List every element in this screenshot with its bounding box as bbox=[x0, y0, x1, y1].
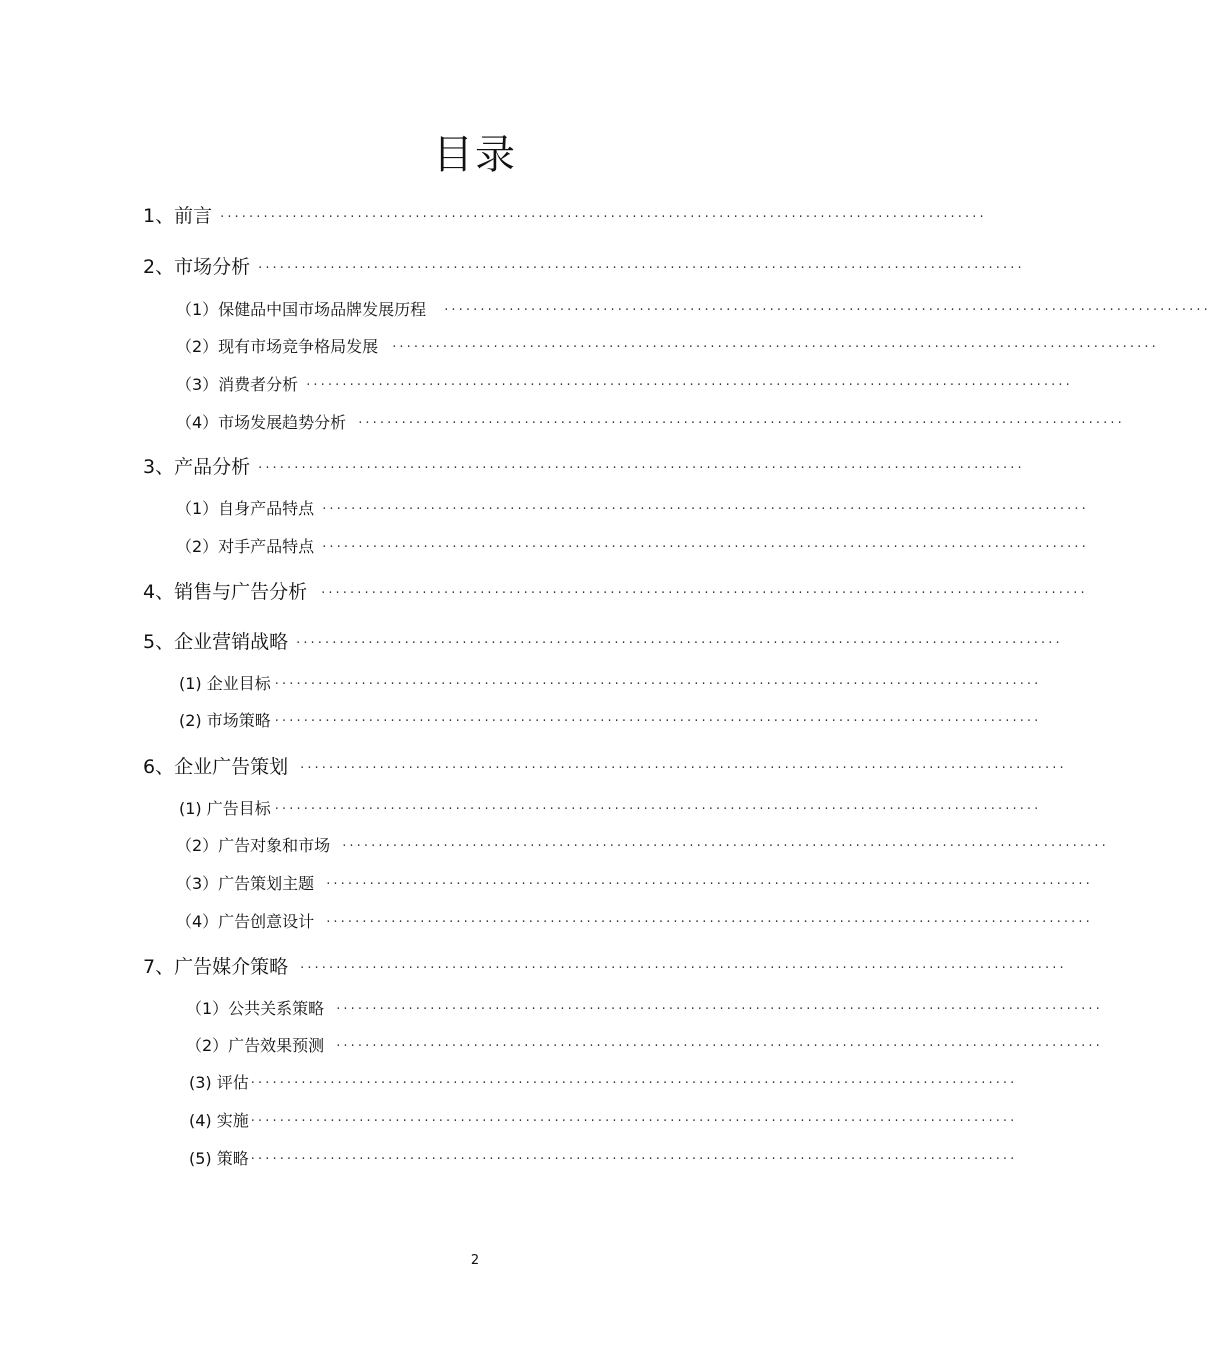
toc-entry-label: （1）自身产品特点 bbox=[176, 499, 315, 518]
dot-leader: ·········································································································· bbox=[444, 303, 1211, 318]
toc-entry-media-strategy[interactable] bbox=[143, 953, 1067, 981]
toc-entry-label: (1) 广告目标 bbox=[179, 799, 271, 818]
toc-entry-label: 6、企业广告策划 bbox=[143, 756, 289, 778]
toc-entry-label: 1、前言 bbox=[143, 205, 213, 227]
toc-subentry[interactable] bbox=[176, 411, 1125, 435]
dot-leader: ·········································································································· bbox=[258, 461, 1025, 476]
dot-leader: ·········································································································· bbox=[220, 210, 987, 225]
toc-entry-label: （4）市场发展趋势分析 bbox=[176, 413, 347, 432]
toc-subentry[interactable] bbox=[189, 1109, 1018, 1133]
dot-leader: ·········································································································· bbox=[321, 586, 1088, 601]
toc-entry-ad-planning[interactable] bbox=[143, 753, 1067, 781]
toc-entry-label: （2）广告效果预测 bbox=[186, 1036, 325, 1055]
toc-subentry[interactable] bbox=[176, 298, 1211, 322]
dot-leader: ·········································································································· bbox=[250, 1076, 1018, 1091]
toc-entry-label: 5、企业营销战略 bbox=[143, 631, 289, 653]
dot-leader: ·········································································································· bbox=[336, 1002, 1103, 1017]
dot-leader: ·········································································································· bbox=[300, 961, 1067, 976]
toc-entry-label: (5) 策略 bbox=[189, 1149, 249, 1168]
dot-leader: ·········································································································· bbox=[322, 540, 1089, 555]
toc-entry-label: 2、市场分析 bbox=[143, 256, 251, 278]
toc-entry-label: (3) 评估 bbox=[189, 1073, 249, 1092]
toc-entry-label: (4) 实施 bbox=[189, 1111, 249, 1130]
toc-subentry[interactable] bbox=[179, 797, 1042, 821]
toc-entry-label: （2）对手产品特点 bbox=[176, 537, 315, 556]
toc-subentry[interactable] bbox=[176, 872, 1093, 896]
toc-subentry[interactable] bbox=[189, 1147, 1018, 1171]
toc-entry-label: （1）保健品中国市场品牌发展历程 bbox=[176, 300, 427, 319]
toc-entry-label: （4）广告创意设计 bbox=[176, 912, 315, 931]
dot-leader: ·········································································································· bbox=[274, 677, 1042, 692]
toc-entry-label: （3）消费者分析 bbox=[176, 375, 299, 394]
toc-entry-label: (2) 市场策略 bbox=[179, 711, 271, 730]
toc-entry-preface[interactable] bbox=[143, 202, 987, 230]
toc-entry-label: 3、产品分析 bbox=[143, 456, 251, 478]
dot-leader: ·········································································································· bbox=[358, 416, 1125, 431]
dot-leader: ·········································································································· bbox=[300, 761, 1067, 776]
toc-entry-label: 7、广告媒介策略 bbox=[143, 956, 289, 978]
toc-subentry[interactable] bbox=[176, 335, 1159, 359]
toc-subentry[interactable] bbox=[179, 709, 1042, 733]
dot-leader: ·········································································································· bbox=[258, 261, 1025, 276]
dot-leader: ·········································································································· bbox=[326, 877, 1093, 892]
dot-leader: ·········································································································· bbox=[336, 1039, 1103, 1054]
dot-leader: ·········································································································· bbox=[326, 915, 1093, 930]
toc-entry-product-analysis[interactable] bbox=[143, 453, 1025, 481]
toc-subentry[interactable] bbox=[176, 910, 1093, 934]
toc-subentry[interactable] bbox=[189, 1071, 1018, 1095]
dot-leader: ·········································································································· bbox=[296, 636, 1063, 651]
dot-leader: ·········································································································· bbox=[274, 714, 1042, 729]
dot-leader: ·········································································································· bbox=[342, 839, 1109, 854]
toc-subentry[interactable] bbox=[186, 997, 1103, 1021]
toc-subentry[interactable] bbox=[176, 834, 1109, 858]
toc-subentry[interactable] bbox=[176, 535, 1089, 559]
dot-leader: ·········································································································· bbox=[250, 1114, 1018, 1129]
toc-entry-label: （2）现有市场竞争格局发展 bbox=[176, 337, 379, 356]
dot-leader: ·········································································································· bbox=[306, 378, 1073, 393]
toc-entry-label: （3）广告策划主题 bbox=[176, 874, 315, 893]
toc-entry-sales-ad-analysis[interactable] bbox=[143, 578, 1088, 606]
toc-subentry[interactable] bbox=[176, 497, 1089, 521]
toc-subentry[interactable] bbox=[176, 373, 1073, 397]
toc-subentry[interactable] bbox=[186, 1034, 1103, 1058]
toc-entry-market-analysis[interactable] bbox=[143, 253, 1025, 281]
dot-leader: ·········································································································· bbox=[392, 340, 1159, 355]
page-number: 2 bbox=[470, 1253, 480, 1268]
toc-entry-label: （2）广告对象和市场 bbox=[176, 836, 331, 855]
dot-leader: ·········································································································· bbox=[274, 802, 1042, 817]
dot-leader: ·········································································································· bbox=[322, 502, 1089, 517]
toc-subentry[interactable] bbox=[179, 672, 1042, 696]
toc-entry-label: (1) 企业目标 bbox=[179, 674, 271, 693]
toc-entry-label: （1）公共关系策略 bbox=[186, 999, 325, 1018]
page-title: 目录 bbox=[433, 132, 517, 178]
dot-leader: ·········································································································· bbox=[250, 1152, 1018, 1167]
toc-entry-marketing-strategy[interactable] bbox=[143, 628, 1063, 656]
toc-entry-label: 4、销售与广告分析 bbox=[143, 581, 308, 603]
